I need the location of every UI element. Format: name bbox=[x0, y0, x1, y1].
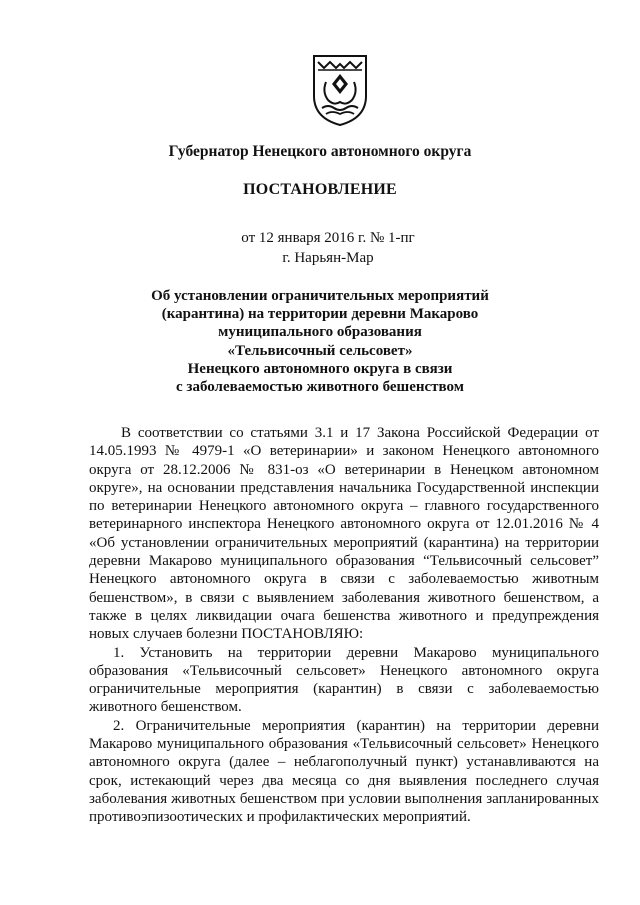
document-place: г. Нарьян-Мар bbox=[282, 250, 374, 266]
document-date-number: от 12 января 2016 г. № 1-пг bbox=[241, 230, 415, 246]
clause-1-paragraph: 1. Установить на территории деревни Макарово муниципального образования «Тельвисочный сельсовет» Ненецкого автономного округа ограничительные мероприятия (карантин) в связи с заболеваемостью животного бешенством. bbox=[89, 644, 599, 716]
preamble-paragraph: В соответствии со статьями 3.1 и 17 Закона Российской Федерации от 14.05.1993 № 4979-1 «О ветеринарии» и законом Ненецкого автономного округа от 28.12.2006 № 831-оз «О ветеринарии в Ненецком автономном округе», на основании представления начальника Государственной инспекции по ветеринарии Ненецкого автономного округа – главного государственного ветеринарного инспектора Ненецкого автономного округа от 12.01.2016 № 4 «Об установлении ограничительных мероприятий (карантина) на территории деревни Макарово муниципального образования “Тельвисочный сельсовет” Ненецкого автономного округа в связи с заболеваемостью животным бешенством», в связи с выявлением заболевания животного бешенством, а также в целях ликвидации очага бешенства животного и предупреждения новых случаев болезни ПОСТАНОВЛЯЮ: bbox=[89, 425, 599, 643]
nenets-coat-of-arms-icon bbox=[310, 52, 370, 128]
title-line: (карантина) на территории деревни Макарово bbox=[161, 306, 479, 323]
document-title bbox=[0, 287, 640, 396]
title-line: муниципального образования bbox=[218, 324, 422, 341]
clause-2-paragraph: 2. Ограничительные мероприятия (карантин) на территории деревни Макарово муниципального образования «Тельвисочный сельсовет» Ненецкого автономного округа (далее – неблагополучный пункт) устанавливаются на срок, истекающий через два месяца со дня выявления последнего случая заболевания животных бешенством при условии выполнения запланированных противоэпизоотических и профилактических мероприятий. bbox=[89, 717, 599, 826]
document-type: ПОСТАНОВЛЕНИЕ bbox=[243, 181, 397, 198]
title-line: «Тельвисочный сельсовет» bbox=[227, 342, 413, 359]
issuing-authority: Губернатор Ненецкого автономного округа bbox=[168, 143, 472, 160]
document-body bbox=[89, 424, 599, 827]
title-line: Ненецкого автономного округа в связи bbox=[187, 360, 453, 377]
title-line: Об установлении ограничительных мероприятий bbox=[151, 288, 489, 304]
title-line: с заболеваемостью животного бешенством bbox=[176, 379, 464, 396]
